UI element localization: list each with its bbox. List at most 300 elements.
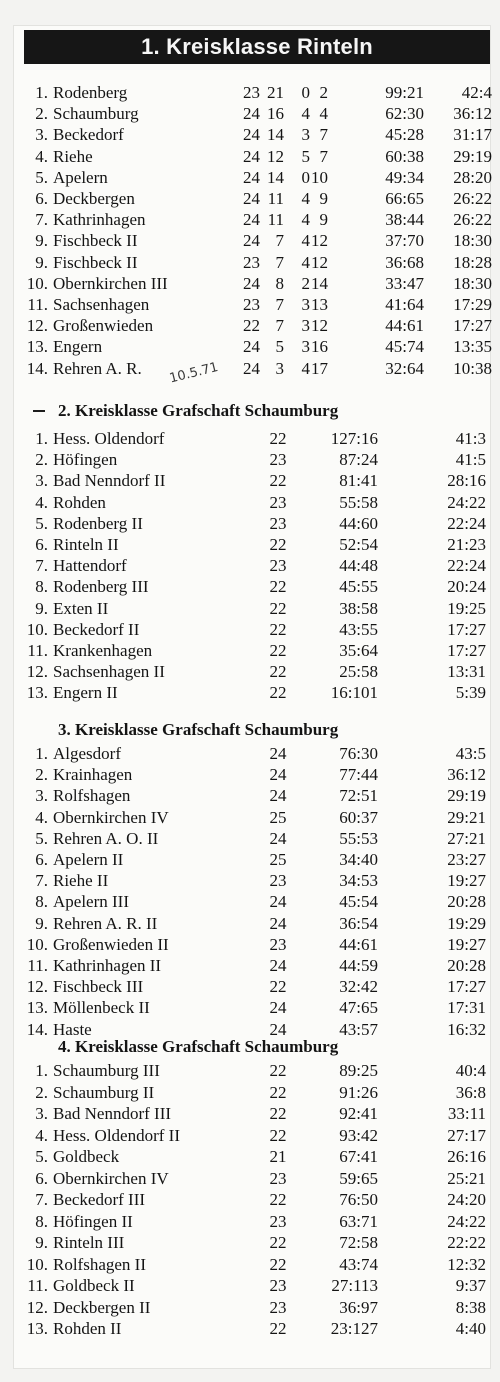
team-name: Obernkirchen IV: [53, 807, 169, 827]
drawn-value: 3: [301, 337, 310, 357]
goals-value: 38:58: [339, 598, 378, 618]
table-row: [0, 534, 500, 555]
table-row: [0, 230, 500, 251]
team-name: Kathrinhagen II: [53, 956, 162, 975]
goals-value: 77:44: [339, 765, 378, 785]
goals-value: 44:48: [339, 556, 378, 576]
section-1-title: 1. Kreisklasse Rinteln: [24, 30, 490, 64]
lost-value: 13: [311, 295, 328, 314]
goals-value: 45:28: [385, 125, 424, 145]
rank: 9.: [35, 231, 48, 251]
played-value: 22: [269, 598, 287, 618]
team-name: Beckedorf III: [53, 1190, 146, 1209]
team-name: Großenwieden II: [53, 934, 169, 954]
rank: 4.: [35, 1125, 48, 1145]
goals-value: 44:60: [339, 513, 378, 533]
rank: 2.: [35, 450, 48, 470]
played-value: 24: [243, 231, 260, 251]
points-value: 17:29: [453, 295, 492, 314]
team-name: Riehe: [53, 146, 93, 166]
goals-value: 38:44: [385, 210, 424, 230]
team-name: Bad Nenndorf II: [53, 471, 166, 491]
played-value: 22: [269, 471, 287, 491]
table-row: [0, 336, 500, 357]
played-value: 22: [269, 429, 287, 448]
rank: 13.: [26, 337, 48, 357]
goals-value: 49:34: [385, 167, 424, 187]
rank: 12.: [26, 977, 48, 997]
goals-value: 44:59: [339, 956, 378, 975]
played-value: 23: [243, 252, 260, 272]
table-row: [0, 188, 500, 209]
team-name: Goldbeck: [53, 1147, 120, 1166]
lost-value: 14: [311, 273, 328, 293]
played-value: 22: [269, 1061, 287, 1080]
played-value: 22: [269, 577, 287, 597]
handwritten-date-note: 10.5.71: [168, 359, 220, 387]
table-row: [0, 576, 500, 597]
goals-value: 36:97: [339, 1297, 378, 1317]
won-value: 7: [275, 316, 284, 336]
table-row: [0, 1297, 500, 1318]
lost-value: 12: [311, 231, 328, 251]
won-value: 14: [267, 167, 284, 187]
table-row: [0, 124, 500, 145]
rank: 8.: [35, 1211, 48, 1231]
points-value: 36:12: [453, 104, 492, 124]
rank: 1.: [35, 83, 48, 102]
points-value: 41:3: [455, 429, 486, 448]
points-value: 19:25: [447, 598, 486, 618]
played-value: 22: [269, 619, 287, 639]
rank: 8.: [35, 892, 48, 912]
drawn-value: 4: [301, 358, 310, 378]
goals-value: 87:24: [339, 450, 378, 470]
rank: 13.: [26, 683, 48, 703]
rank: 7.: [35, 1190, 48, 1209]
played-value: 22: [269, 1254, 287, 1274]
rank: 2.: [35, 1082, 48, 1102]
table-row: [0, 513, 500, 534]
table-row: [0, 682, 500, 703]
drawn-value: 2: [301, 273, 310, 293]
played-value: 22: [269, 1104, 287, 1123]
played-value: 24: [243, 210, 260, 230]
points-value: 29:21: [447, 807, 486, 827]
table-row: [0, 828, 500, 849]
points-value: 19:27: [447, 871, 486, 891]
team-name: Hess. Oldendorf II: [53, 1125, 180, 1145]
points-value: 25:21: [447, 1168, 486, 1188]
rank: 1.: [35, 429, 48, 448]
points-value: 18:28: [453, 252, 492, 272]
goals-value: 55:53: [339, 828, 378, 848]
table-row: [0, 955, 500, 976]
points-value: 24:22: [447, 1211, 486, 1231]
table-row: [0, 146, 500, 167]
drawn-value: 3: [301, 316, 310, 336]
table-row: [0, 1232, 500, 1253]
lost-value: 17: [311, 358, 328, 378]
rank: 7.: [35, 210, 48, 230]
rank: 5.: [35, 1147, 48, 1166]
team-name: Rolfshagen II: [53, 1254, 147, 1274]
table-row: [0, 470, 500, 491]
goals-value: 44:61: [385, 316, 424, 336]
table-row: [0, 209, 500, 230]
table-row: [0, 167, 500, 188]
goals-value: 92:41: [339, 1104, 378, 1123]
goals-value: 72:51: [339, 786, 378, 806]
played-value: 23: [269, 1211, 287, 1231]
table-row: [0, 619, 500, 640]
table-row: [0, 1125, 500, 1146]
played-value: 22: [269, 977, 287, 997]
lost-value: 7: [319, 146, 328, 166]
rank: 2.: [35, 765, 48, 785]
rank: 12.: [26, 1297, 48, 1317]
table-row: [0, 661, 500, 682]
goals-value: 60:38: [385, 146, 424, 166]
team-name: Schaumburg: [53, 104, 139, 124]
points-value: 22:24: [447, 556, 486, 576]
played-value: 24: [269, 828, 287, 848]
played-value: 24: [243, 358, 260, 378]
rank: 5.: [35, 828, 48, 848]
goals-value: 45:55: [339, 577, 378, 597]
rank: 8.: [35, 577, 48, 597]
team-name: Großenwieden: [53, 316, 154, 336]
rank: 11.: [27, 295, 48, 314]
team-name: Fischbeck II: [53, 231, 138, 251]
rank: 14.: [26, 358, 48, 378]
points-value: 17:27: [453, 316, 492, 336]
goals-value: 16:101: [330, 683, 378, 703]
team-name: Deckbergen: [53, 189, 135, 208]
drawn-value: 4: [301, 189, 310, 208]
points-value: 21:23: [447, 535, 486, 554]
played-value: 24: [243, 125, 260, 145]
won-value: 5: [275, 337, 284, 357]
points-value: 29:19: [447, 786, 486, 806]
team-name: Rohden II: [53, 1319, 122, 1338]
drawn-value: 3: [301, 125, 310, 145]
team-name: Riehe II: [53, 871, 109, 891]
goals-value: 34:40: [339, 850, 378, 869]
goals-value: 52:54: [339, 535, 378, 554]
drawn-value: 3: [301, 295, 310, 314]
played-value: 22: [269, 1190, 287, 1209]
rank: 6.: [35, 1168, 48, 1188]
table-row: [0, 1254, 500, 1275]
team-name: Algesdorf: [53, 744, 121, 763]
played-value: 24: [243, 104, 260, 124]
team-name: Rodenberg II: [53, 513, 143, 533]
played-value: 24: [269, 956, 287, 975]
goals-value: 63:71: [339, 1211, 378, 1231]
lost-value: 16: [311, 337, 328, 357]
won-value: 7: [275, 252, 284, 272]
points-value: 26:16: [447, 1147, 486, 1166]
team-name: Engern II: [53, 683, 118, 703]
points-value: 22:22: [447, 1233, 486, 1252]
rank: 3.: [35, 125, 48, 145]
table-row: [0, 555, 500, 576]
points-value: 13:31: [447, 662, 486, 682]
goals-value: 23:127: [330, 1319, 378, 1338]
rank: 12.: [26, 662, 48, 682]
points-value: 23:27: [447, 850, 486, 869]
goals-value: 45:54: [339, 892, 378, 912]
table-row: [0, 1168, 500, 1189]
rank: 5.: [35, 167, 48, 187]
points-value: 36:8: [455, 1082, 486, 1102]
rank: 10.: [26, 1254, 48, 1274]
team-name: Obernkirchen IV: [53, 1168, 169, 1188]
played-value: 24: [269, 913, 287, 933]
team-name: Fischbeck II: [53, 252, 138, 272]
team-name: Rodenberg: [53, 83, 128, 102]
played-value: 23: [269, 513, 287, 533]
goals-value: 43:57: [339, 1019, 378, 1039]
won-value: 7: [275, 231, 284, 251]
rank: 10.: [26, 619, 48, 639]
rank: 11.: [27, 1276, 48, 1295]
points-value: 41:5: [455, 450, 486, 470]
points-value: 36:12: [447, 765, 486, 785]
goals-value: 41:64: [385, 295, 424, 314]
played-value: 23: [269, 492, 287, 512]
played-value: 22: [269, 535, 287, 554]
rank: 13.: [26, 998, 48, 1018]
table-row: [0, 807, 500, 828]
goals-value: 32:64: [385, 358, 424, 378]
points-value: 40:4: [455, 1061, 486, 1080]
table-row: [0, 870, 500, 891]
rank: 12.: [26, 316, 48, 336]
lost-value: 12: [311, 252, 328, 272]
goals-value: 27:113: [331, 1276, 378, 1295]
goals-value: 45:74: [385, 337, 424, 357]
table-row: [0, 785, 500, 806]
played-value: 25: [269, 850, 287, 869]
lost-value: 4: [319, 104, 328, 124]
drawn-value: 4: [301, 104, 310, 124]
team-name: Rehren A. R. II: [53, 913, 158, 933]
played-value: 24: [269, 998, 287, 1018]
goals-value: 47:65: [339, 998, 378, 1018]
table-row: [0, 976, 500, 997]
table-row: [0, 273, 500, 294]
played-value: 24: [243, 167, 260, 187]
team-name: Haste: [53, 1019, 92, 1039]
goals-value: 32:42: [339, 977, 378, 997]
rank: 3.: [35, 786, 48, 806]
played-value: 23: [243, 295, 260, 314]
played-value: 23: [269, 450, 287, 470]
goals-value: 66:65: [385, 189, 424, 208]
played-value: 24: [269, 892, 287, 912]
goals-value: 72:58: [339, 1233, 378, 1252]
rank: 13.: [26, 1319, 48, 1338]
points-value: 18:30: [453, 273, 492, 293]
points-value: 17:27: [447, 641, 486, 660]
points-value: 33:11: [447, 1104, 486, 1123]
drawn-value: 0: [301, 83, 310, 102]
won-value: 12: [267, 146, 284, 166]
points-value: 29:19: [453, 146, 492, 166]
played-value: 22: [269, 1319, 287, 1338]
rank: 9.: [35, 913, 48, 933]
won-value: 11: [267, 210, 284, 230]
points-value: 28:16: [447, 471, 486, 491]
won-value: 11: [267, 189, 284, 208]
rank: 11.: [27, 641, 48, 660]
table-row: [0, 1103, 500, 1124]
team-name: Exten II: [53, 598, 109, 618]
points-value: 17:27: [447, 977, 486, 997]
won-value: 21: [267, 83, 284, 102]
table-row: [0, 1275, 500, 1296]
drawn-value: 0: [301, 167, 310, 187]
drawn-value: 4: [301, 231, 310, 251]
rank: 6.: [35, 189, 48, 208]
lost-value: 9: [319, 210, 328, 230]
goals-value: 35:64: [339, 641, 378, 660]
played-value: 23: [269, 1276, 287, 1295]
team-name: Hattendorf: [53, 556, 127, 576]
lost-value: 7: [319, 125, 328, 145]
team-name: Deckbergen II: [53, 1297, 151, 1317]
goals-value: 55:58: [339, 492, 378, 512]
goals-value: 76:30: [339, 744, 378, 763]
points-value: 18:30: [453, 231, 492, 251]
played-value: 23: [269, 871, 287, 891]
team-name: Engern: [53, 337, 103, 357]
points-value: 9:37: [455, 1276, 486, 1295]
goals-value: 36:68: [385, 252, 424, 272]
played-value: 25: [269, 807, 287, 827]
points-value: 27:21: [447, 828, 486, 848]
points-value: 13:35: [453, 337, 492, 357]
team-name: Apelern II: [53, 850, 124, 869]
goals-value: 43:55: [339, 619, 378, 639]
team-name: Rinteln III: [53, 1233, 125, 1252]
table-row: [0, 294, 500, 315]
goals-value: 127:16: [330, 429, 378, 448]
rank: 4.: [35, 807, 48, 827]
table-row: [0, 640, 500, 661]
points-value: 31:17: [453, 125, 492, 145]
points-value: 12:32: [447, 1254, 486, 1274]
rank: 10.: [26, 273, 48, 293]
table-row: [0, 103, 500, 124]
team-name: Rinteln II: [53, 535, 119, 554]
goals-value: 76:50: [339, 1190, 378, 1209]
goals-value: 89:25: [339, 1061, 378, 1080]
played-value: 24: [243, 273, 260, 293]
team-name: Krainhagen: [53, 765, 133, 785]
team-name: Sachsenhagen II: [53, 662, 165, 682]
rank: 7.: [35, 556, 48, 576]
points-value: 17:27: [447, 619, 486, 639]
table-row: [0, 997, 500, 1018]
pencil-mark: [33, 410, 45, 412]
table-row: [0, 1211, 500, 1232]
points-value: 10:38: [453, 358, 492, 378]
lost-value: 2: [319, 83, 328, 102]
played-value: 24: [269, 765, 287, 785]
team-name: Sachsenhagen: [53, 295, 150, 314]
rank: 7.: [35, 871, 48, 891]
section-heading-text: 2. Kreisklasse Grafschaft Schaumburg: [58, 401, 339, 420]
team-name: Rolfshagen: [53, 786, 131, 806]
team-name: Obernkirchen III: [53, 273, 168, 293]
team-name: Beckedorf II: [53, 619, 140, 639]
team-name: Rehren A. O. II: [53, 828, 159, 848]
played-value: 24: [269, 744, 287, 763]
points-value: 5:39: [455, 683, 486, 703]
section-heading-text: 4. Kreisklasse Grafschaft Schaumburg: [58, 1037, 339, 1056]
goals-value: 43:74: [339, 1254, 378, 1274]
points-value: 17:31: [447, 998, 486, 1018]
goals-value: 91:26: [339, 1082, 378, 1102]
drawn-value: 4: [301, 210, 310, 230]
points-value: 24:20: [447, 1190, 486, 1209]
team-name: Höfingen II: [53, 1211, 133, 1231]
points-value: 27:17: [447, 1125, 486, 1145]
team-name: Schaumburg II: [53, 1082, 155, 1102]
team-name: Krankenhagen: [53, 641, 153, 660]
team-name: Schaumburg III: [53, 1061, 160, 1080]
played-value: 22: [269, 641, 287, 660]
played-value: 23: [243, 83, 260, 102]
points-value: 24:22: [447, 492, 486, 512]
rank: 2.: [35, 104, 48, 124]
points-value: 16:32: [447, 1019, 486, 1039]
team-name: Hess. Oldendorf: [53, 429, 165, 448]
played-value: 21: [269, 1147, 287, 1166]
table-row: [0, 82, 500, 103]
points-value: 4:40: [455, 1319, 486, 1338]
rank: 6.: [35, 850, 48, 869]
played-value: 23: [269, 934, 287, 954]
rank: 5.: [35, 513, 48, 533]
rank: 9.: [35, 1233, 48, 1252]
points-value: 26:22: [453, 210, 492, 230]
points-value: 20:28: [447, 956, 486, 975]
rank: 3.: [35, 471, 48, 491]
played-value: 22: [269, 1233, 287, 1252]
won-value: 16: [267, 104, 284, 124]
rank: 3.: [35, 1104, 48, 1123]
played-value: 24: [243, 337, 260, 357]
played-value: 24: [243, 146, 260, 166]
table-row: [0, 449, 500, 470]
rank: 6.: [35, 535, 48, 554]
points-value: 19:29: [447, 913, 486, 933]
team-name: Möllenbeck II: [53, 998, 150, 1018]
goals-value: 99:21: [385, 83, 424, 102]
table-row: [0, 1189, 500, 1210]
points-value: 20:28: [447, 892, 486, 912]
goals-value: 44:61: [339, 934, 378, 954]
goals-value: 37:70: [385, 231, 424, 251]
team-name: Höfingen: [53, 450, 118, 470]
table-row: [0, 743, 500, 764]
table-row: [0, 934, 500, 955]
rank: 4.: [35, 146, 48, 166]
